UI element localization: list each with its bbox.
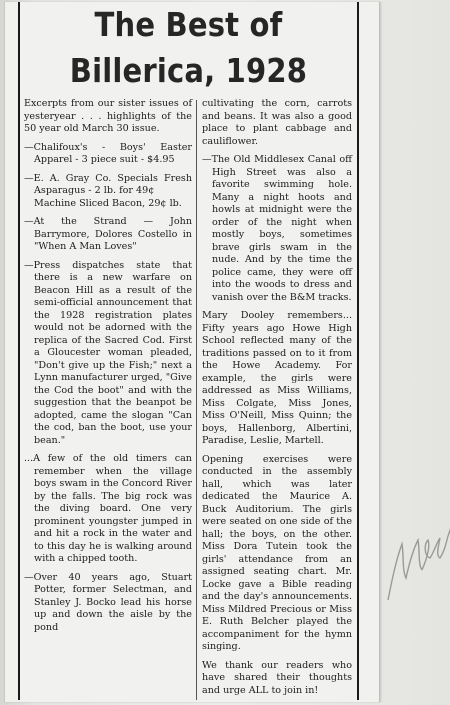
handwritten-note	[378, 460, 450, 610]
column-rule-left	[18, 2, 20, 700]
item-stuart-potter: —Over 40 years ago, Stuart Potter, former Selectman, and Stanley J. Bocko lead his horse up and down the aisle by the pond	[24, 571, 192, 633]
column-rule-right	[357, 2, 359, 700]
right-column	[202, 98, 352, 703]
item-bacon: Machine Sliced Bacon, 29¢ lb.	[34, 197, 182, 209]
item-chalifoux: —Chalifoux's - Boys' Easter Apparel - 3 piece suit - $4.95	[24, 141, 192, 165]
item-strand: —At the Strand — John Barrymore, Dolores Costello in "When A Man Loves"	[24, 216, 192, 252]
headline-line-1: The Best of	[94, 5, 283, 44]
item-sacred-cod: —Press dispatches state that there is a new warfare on Beacon Hill as a result of the semi-official announcement that the 1928 registration plates would not be adorned with the replica of the Sacred Cod. First a Gloucester woman pleaded, "Don't give up the Fish;" next a Lynn manufacturer urged, "Give the Cod the boot" and with the suggestion that the beanpot be adopted, came the slogan "Can the cod, ban the boot, use your bean."	[24, 259, 192, 446]
intro-paragraph: Excerpts from our sister issues of yesteryear . . . highlights of the 50 year old March 30 issue.	[24, 98, 192, 134]
opening-exercises-paragraph: Opening exercises were conducted in the assembly hall, which was later dedicated the Maurice A. Buck Auditorium. The girls were seated on one side of the hall; the boys, on the other. Miss Dora Tutein took the girls' attendance from an assigned seating chart. Mr. Locke gave a Bible reading and the day's announcements. Miss Mildred Precious or Miss E. Ruth Belcher played the accompaniment for the hymn singing.	[202, 453, 352, 652]
left-column	[24, 98, 192, 640]
headline-line-2: Billerica, 1928	[69, 51, 308, 90]
column-divider	[196, 100, 197, 700]
continued-paragraph: cultivating the corn, carrots and beans. It was also a good place to plant cabbage and cauliflower.	[202, 98, 352, 147]
item-gray-co: —E. A. Gray Co. Specials Fresh Asparagus - 2 lb. for 49¢	[24, 172, 192, 196]
item-old-timers: ...A few of the old timers can remember when the village boys swam in the Concord River by the falls. The big rock was the diving board. One very prominent youngster jumped in and hit a rock in the water and to this day he is walking around with a chipped tooth.	[24, 453, 192, 564]
thanks-paragraph: We thank our readers who have shared their thoughts and urge ALL to join in!	[202, 659, 352, 696]
item-middlesex-canal: —The Old Middlesex Canal off High Street was also a favorite swimming hole. Many a night hoots and howls at midnight were the order of the night when mostly boys, sometimes brave girls swam in the nude. And by the time the police came, they were off into the woods to dress and vanish over the B&M tracks.	[202, 154, 352, 303]
mary-dooley-paragraph: Mary Dooley remembers... Fifty years ago Howe High School reflected many of the traditions passed on to it from the Howe Academy. For example, the girls were addressed as Miss Williams, Miss Colgate, Miss Jones, Miss O'Neill, Miss Quinn; the boys, Hallenborg, Albertini, Paradise, Leslie, Martell.	[202, 310, 352, 446]
